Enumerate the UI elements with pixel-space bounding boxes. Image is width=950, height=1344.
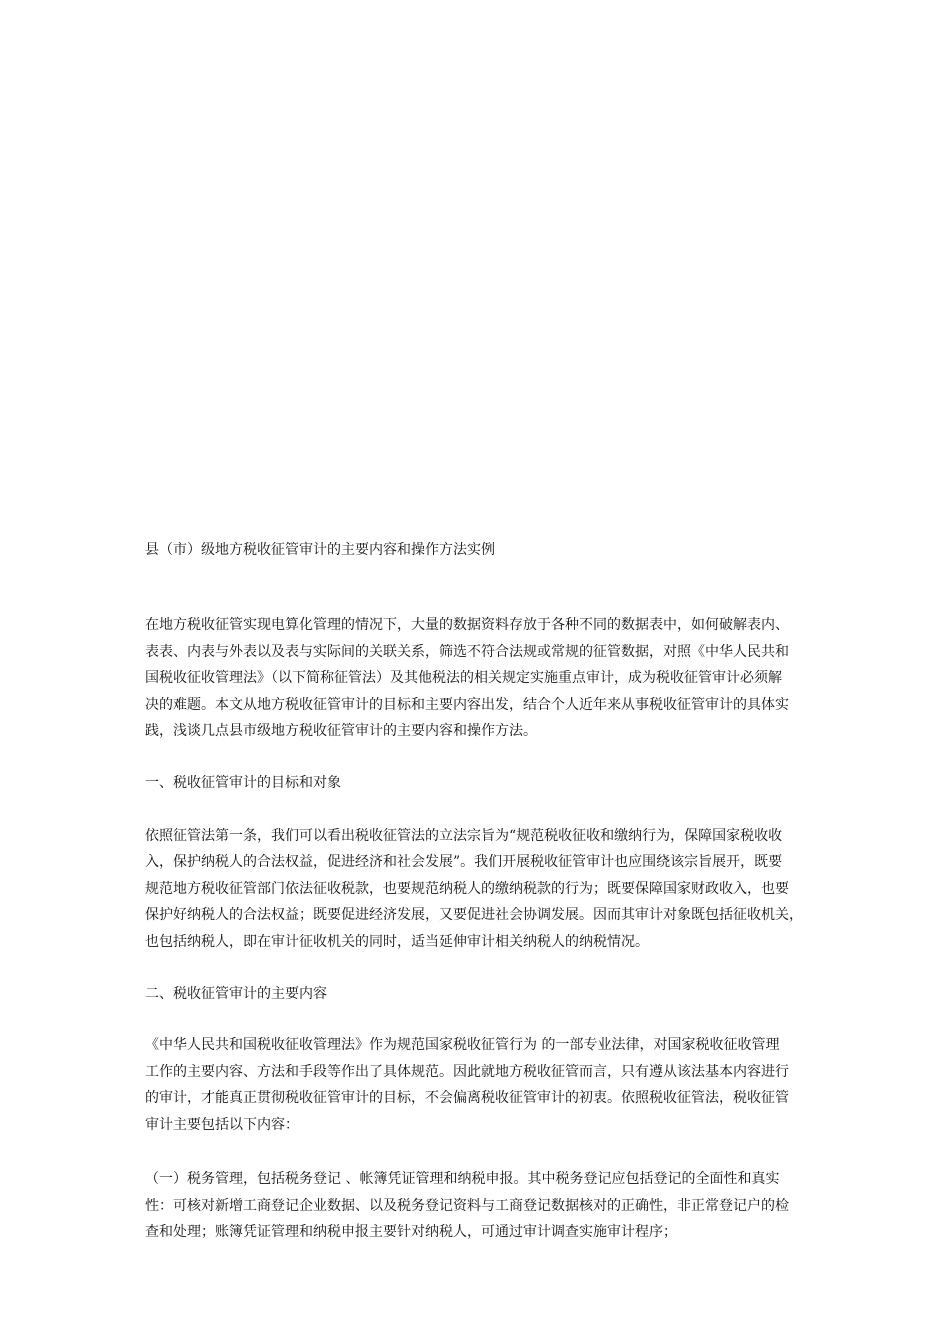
intro-paragraph [145,612,815,745]
section-1-line: 依照征管法第一条，我们可以看出税收征管法的立法宗旨为“规范税收征收和缴纳行为，保障国家税收收 [145,827,783,844]
section-2-item-1-paragraph [145,1166,815,1246]
section-1-line: 入，保护纳税人的合法权益，促进经济和社会发展”。我们开展税收征管审计也应围绕该宗旨展开，既要 [145,854,783,870]
section-2-line: 的审计，才能真正贯彻税收征管审计的目标，不会偏离税收征管审计的初衷。依照税收征管法，税收征管 [145,1090,789,1106]
section-1-line: 也包括纳税人，即在审计征收机关的同时，适当延伸审计相关纳税人的纳税情况。 [145,933,649,950]
section-2-item-1-line: （一）税务管理，包括税务登记 、帐簿凭证管理和纳税申报。其中税务登记应包括登记的全面性和真实 [145,1171,780,1187]
section-2-line: 审计主要包括以下内容： [145,1116,299,1133]
section-1-line: 规范地方税收征管部门依法征收税款，也要规范纳税人的缴纳税款的行为；既要保障国家财政收入，也要 [145,880,789,897]
section-1-line: 保护好纳税人的合法权益；既要促进经济发展，又要促进社会协调发展。因而其审计对象既包括征收机关， [145,907,803,923]
section-2-item-1-line: 性：可核对新增工商登记企业数据、以及税务登记资料与工商登记数据核对的正确性，非正常登记户的检 [145,1197,789,1214]
intro-line: 决的难题。本文从地方税收征管审计的目标和主要内容出发，结合个人近年来从事税收征管审计的具体实 [145,696,789,713]
intro-line: 践，浅谈几点县市级地方税收征管审计的主要内容和操作方法。 [145,723,537,739]
section-2-heading: 二、税收征管审计的主要内容 [145,986,327,1002]
intro-line: 表表、内表与外表以及表与实际间的关联关系，筛选不符合法规或常规的征管数据，对照《中华人民共和 [145,643,789,660]
section-1-heading: 一、税收征管审计的目标和对象 [145,774,341,791]
document-title: 县（市）级地方税收征管审计的主要内容和操作方法实例 [145,542,495,558]
section-2-item-1-line: 查和处理；账簿凭证管理和纳税申报主要针对纳税人，可通过审计调查实施审计程序； [145,1224,677,1240]
intro-line: 国税收征收管理法》（以下简称征管法）及其他税法的相关规定实施重点审计，成为税收征管审计必须解 [145,670,782,686]
document-body [145,540,815,1246]
section-2-line: 工作的主要内容、方法和手段等作出了具体规范。因此就地方税收征管而言，只有遵从该法基本内容进行 [145,1063,789,1080]
intro-line: 在地方税收征管实现电算化管理的情况下，大量的数据资料存放于各种不同的数据表中，如何破解表内、 [145,617,789,633]
section-2-paragraph [145,1032,815,1138]
section-1-paragraph [145,823,815,956]
section-2-line: 《中华人民共和国税收征收管理法》作为规范国家税收征管行为 的一部专业法律，对国家税收征收管理 [145,1037,780,1053]
